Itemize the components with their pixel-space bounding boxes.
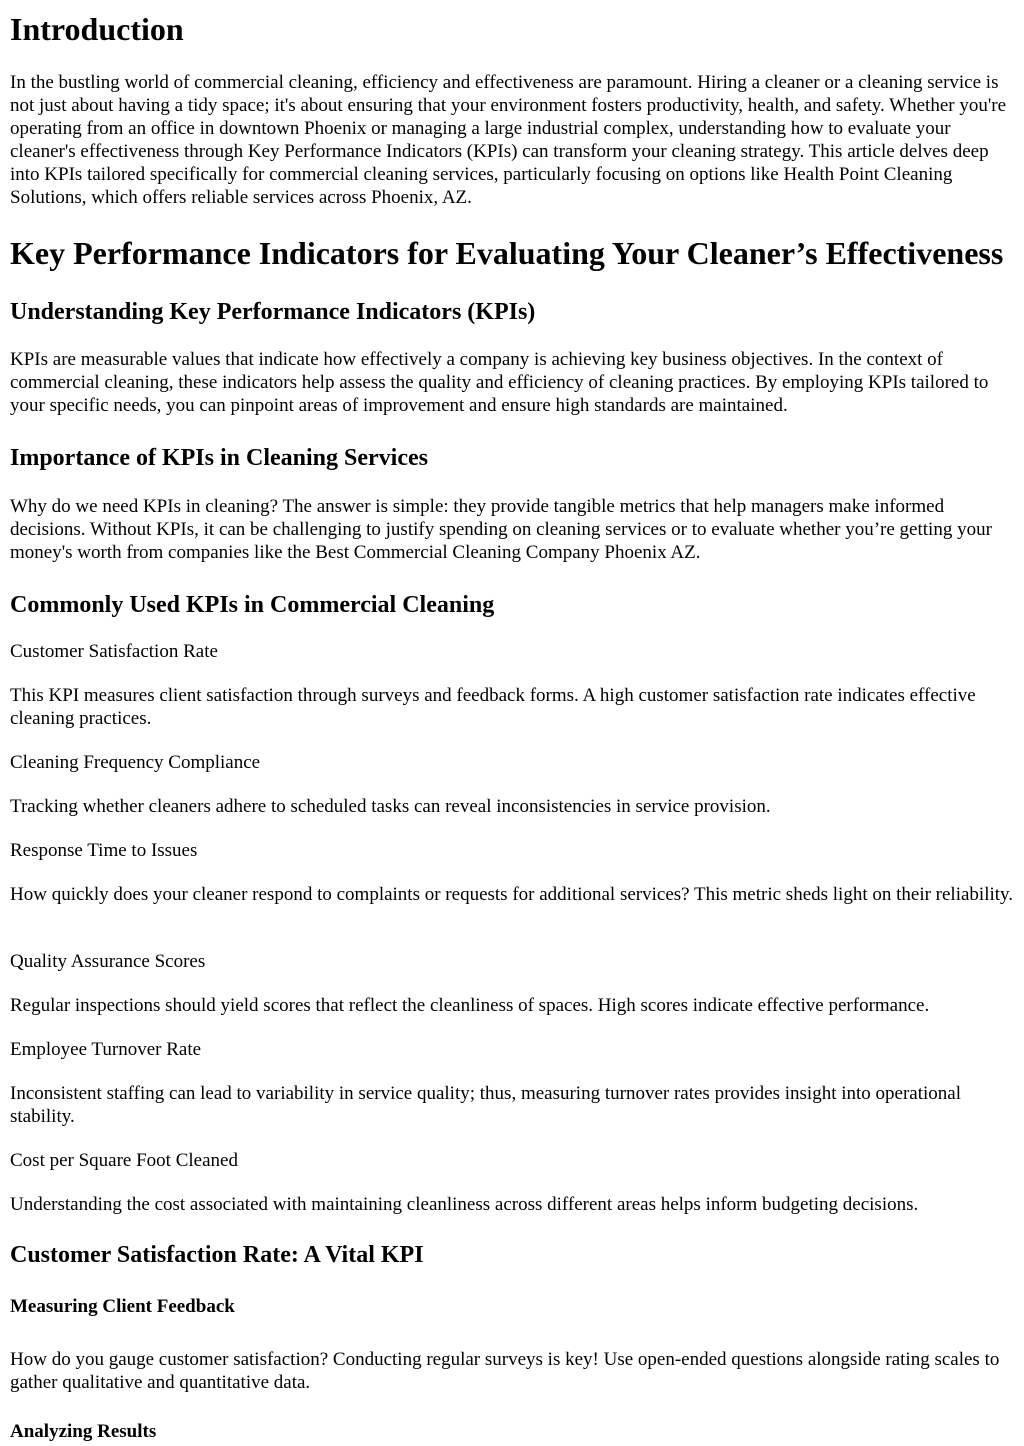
intro-paragraph: In the bustling world of commercial cleaning, efficiency and effectiveness are paramount. Hiring a cleaner or a cleaning service is not just about having a tidy space; it's about ensuring that your environment fosters productivity, health, and safety. Whether you're operating from an office in downtown Phoenix or managing a large industrial complex, understanding how to evaluate your cleaner's effectiveness through Key Performance Indicators (KPIs) can transform your cleaning strategy. This article delves deep into KPIs tailored specifically for commercial cleaning services, particularly focusing on options like Health Point Cleaning Solutions, which offers reliable services across Phoenix, AZ. — [10, 72, 1007, 208]
kpi-item-description: This KPI measures client satisfaction through surveys and feedback forms. A high customer satisfaction rate indicates effective cleaning practices. — [10, 685, 976, 729]
analyzing-results-heading: Analyzing Results — [10, 1421, 157, 1442]
main-heading: Key Performance Indicators for Evaluating Your Cleaner’s Effectiveness — [10, 235, 1004, 271]
kpi-item-label: Customer Satisfaction Rate — [10, 641, 218, 662]
kpi-item-label: Employee Turnover Rate — [10, 1039, 202, 1060]
kpi-item-label: Cost per Square Foot Cleaned — [10, 1150, 238, 1171]
kpi-item-label: Quality Assurance Scores — [10, 951, 206, 972]
kpi-item-label: Response Time to Issues — [10, 840, 198, 861]
importance-kpis-paragraph: Why do we need KPIs in cleaning? The answer is simple: they provide tangible metrics that help managers make informed decisions. Without KPIs, it can be challenging to justify spending on cleaning services or to evaluate whether you’re getting your money's worth from companies like the Best Commercial Cleaning Company Phoenix AZ. — [10, 496, 992, 563]
understanding-kpis-heading: Understanding Key Performance Indicators (KPIs) — [10, 299, 536, 325]
kpi-item-description: Tracking whether cleaners adhere to scheduled tasks can reveal inconsistencies in service provision. — [10, 796, 771, 817]
kpi-item-description: How quickly does your cleaner respond to complaints or requests for additional services? This metric sheds light on their reliability. — [10, 884, 1014, 905]
customer-satisfaction-heading: Customer Satisfaction Rate: A Vital KPI — [10, 1242, 424, 1268]
understanding-kpis-paragraph: KPIs are measurable values that indicate how effectively a company is achieving key business objectives. In the context of commercial cleaning, these indicators help assess the quality and efficiency of cleaning practices. By employing KPIs tailored to your specific needs, you can pinpoint areas of improvement and ensure high standards are maintained. — [10, 349, 989, 416]
common-kpis-heading: Commonly Used KPIs in Commercial Cleaning — [10, 592, 495, 618]
importance-kpis-heading: Importance of KPIs in Cleaning Services — [10, 445, 428, 471]
kpi-item-description: Inconsistent staffing can lead to variability in service quality; thus, measuring turnover rates provides insight into operational stability. — [10, 1083, 962, 1127]
kpi-item-description: Understanding the cost associated with maintaining cleanliness across different areas helps inform budgeting decisions. — [10, 1194, 919, 1215]
kpi-item-label: Cleaning Frequency Compliance — [10, 752, 261, 773]
kpi-item-description: Regular inspections should yield scores that reflect the cleanliness of spaces. High scores indicate effective performance. — [10, 995, 930, 1016]
intro-heading: Introduction — [10, 11, 184, 47]
measuring-feedback-heading: Measuring Client Feedback — [10, 1296, 235, 1317]
measuring-feedback-paragraph: How do you gauge customer satisfaction? Conducting regular surveys is key! Use open-ended questions alongside rating scales to gather qualitative and quantitative data. — [10, 1349, 1000, 1393]
